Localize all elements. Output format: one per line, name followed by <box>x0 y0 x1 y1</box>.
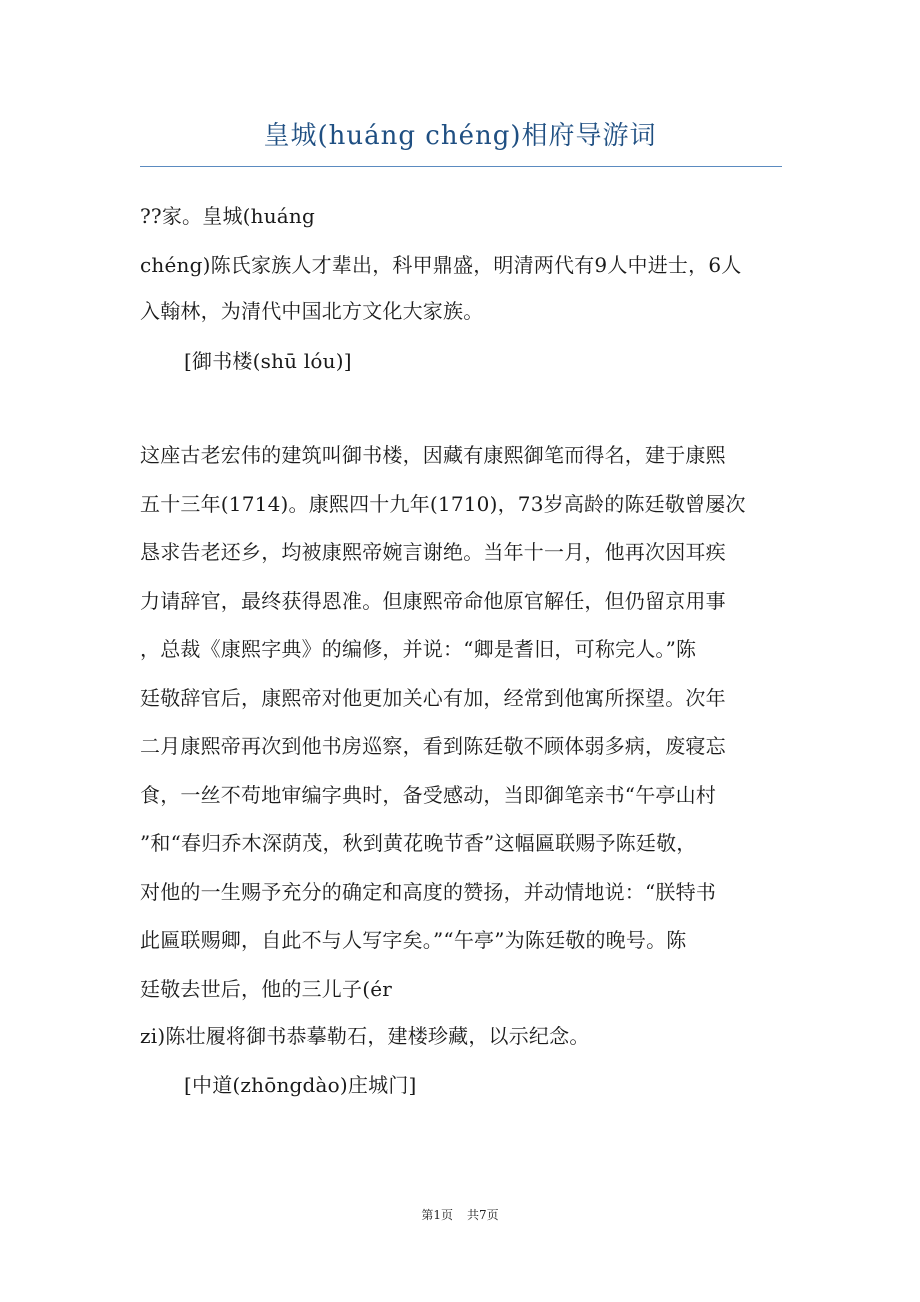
document-title: 皇城(huáng chéng)相府导游词 <box>263 121 657 151</box>
paragraph-line: 食，一丝不苟地审编字典时，备受感动，当即御笔亲书“午亭山村 <box>140 783 717 807</box>
paragraph-line: 入翰林，为清代中国北方文化大家族。 <box>140 299 484 323</box>
paragraph-line: ”和“春归乔木深荫茂，秋到黄花晚节香”这幅匾联赐予陈廷敬， <box>140 831 697 855</box>
paragraph-line: 恳求告老还乡，均被康熙帝婉言谢绝。当年十一月，他再次因耳疾 <box>140 540 726 564</box>
title-divider <box>140 166 782 167</box>
paragraph-line: 廷敬去世后，他的三儿子(ér <box>140 977 392 1001</box>
paragraph-line: 五十三年(1714)。康熙四十九年(1710)，73岁高龄的陈廷敬曾屡次 <box>140 492 746 516</box>
paragraph-line: 力请辞官，最终获得恩准。但康熙帝命他原官解任，但仍留京用事 <box>140 589 726 613</box>
paragraph-line: ??家。皇城(huáng <box>140 204 316 228</box>
paragraph-line: ，总裁《康熙字典》的编修，并说：“卿是耆旧，可称完人。”陈 <box>140 637 697 661</box>
page-number: 第1页 <box>421 1208 453 1222</box>
paragraph-line: 廷敬辞官后，康熙帝对他更加关心有加，经常到他寓所探望。次年 <box>140 686 726 710</box>
paragraph-line: 这座古老宏伟的建筑叫御书楼，因藏有康熙御笔而得名，建于康熙 <box>140 443 726 467</box>
paragraph-line: 对他的一生赐予充分的确定和高度的赞扬，并动情地说：“朕特书 <box>140 880 717 904</box>
paragraph-line: chéng)陈氏家族人才辈出，科甲鼎盛，明清两代有9人中进士，6人 <box>140 253 742 277</box>
paragraph-line: 二月康熙帝再次到他书房巡察，看到陈廷敬不顾体弱多病，废寝忘 <box>140 734 726 758</box>
page-footer <box>0 1206 920 1224</box>
page-total: 共7页 <box>467 1208 499 1222</box>
section-heading-zhongdao: [中道(zhōngdào)庄城门] <box>184 1073 417 1097</box>
paragraph-line: 此匾联赐卿，自此不与人写字矣。”“午亭”为陈廷敬的晚号。陈 <box>140 928 687 952</box>
section-heading-yushulou: [御书楼(shū lóu)] <box>184 349 352 373</box>
paragraph-line: zi)陈壮履将御书恭摹勒石，建楼珍藏，以示纪念。 <box>140 1024 590 1048</box>
